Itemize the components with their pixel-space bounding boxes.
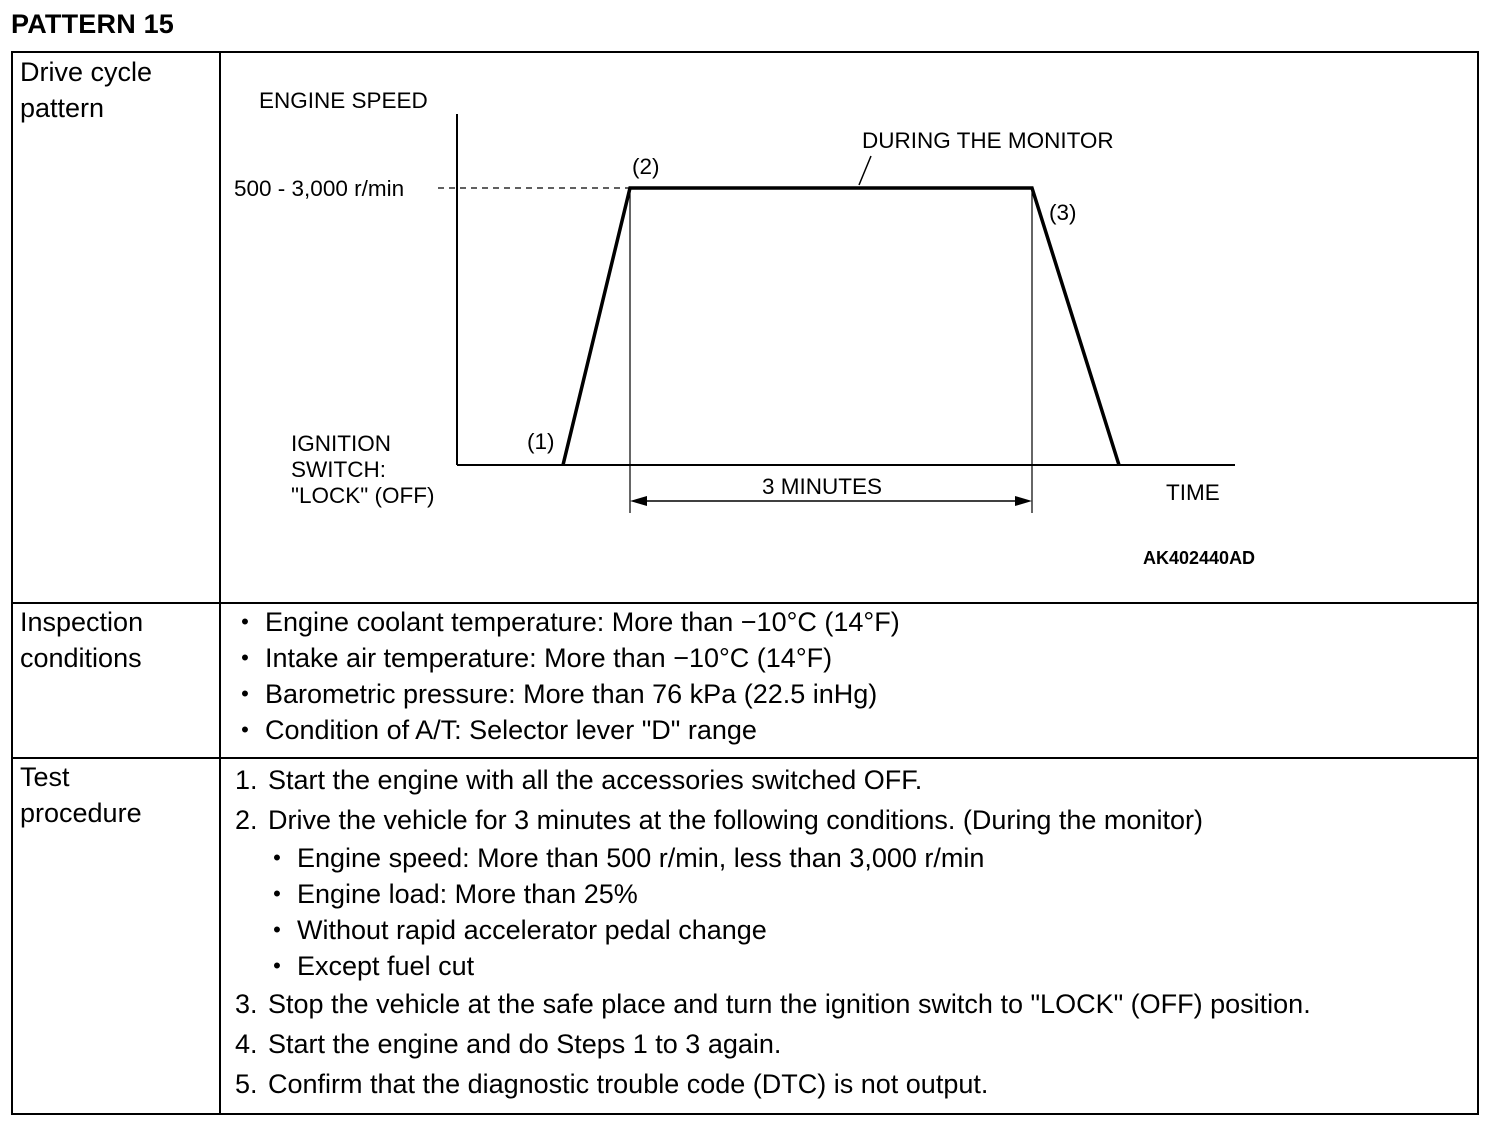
bullet-icon: • [241, 609, 249, 634]
step-2-conditions-list [235, 840, 1311, 984]
list-item: • Without rapid accelerator pedal change [267, 912, 1311, 948]
point-1-label: (1) [527, 429, 555, 454]
inspection-conditions-list [235, 604, 900, 748]
bullet-icon: • [241, 717, 249, 742]
bullet-icon: • [241, 681, 249, 706]
test-procedure-content [235, 760, 1311, 1104]
x-axis-label: TIME [1166, 480, 1220, 505]
ignition-label-line-2: SWITCH: [291, 457, 386, 482]
monitor-leader-line [859, 156, 871, 185]
pattern-table [11, 51, 1479, 1115]
speed-range-label: 500 - 3,000 r/min [234, 176, 405, 201]
list-item: • Intake air temperature: More than −10°C (14°F) [235, 640, 900, 676]
page-title: PATTERN 15 [11, 9, 175, 39]
list-item: • Engine coolant temperature: More than −10°C (14°F) [235, 604, 900, 640]
test-procedure-steps [235, 760, 1311, 1104]
point-2-label: (2) [632, 154, 660, 179]
procedure-step: 4. Start the engine and do Steps 1 to 3 again. [235, 1029, 782, 1059]
bullet-icon: • [273, 917, 281, 942]
bullet-icon: • [241, 645, 249, 670]
bullet-icon: • [273, 881, 281, 906]
figure-code: AK402440AD [1143, 548, 1256, 568]
point-3-label: (3) [1049, 200, 1077, 225]
procedure-step: 3. Stop the vehicle at the safe place and turn the ignition switch to "LOCK" (OFF) position. [235, 989, 1311, 1019]
drive-cycle-diagram [13, 53, 1477, 601]
duration-arrow-right-head [1015, 496, 1032, 506]
procedure-step: 5. Confirm that the diagnostic trouble code (DTC) is not output. [235, 1069, 989, 1099]
test-procedure-label: Test procedure [20, 762, 142, 828]
procedure-step: 2. Drive the vehicle for 3 minutes at the following conditions. (During the monitor) • Engine speed: More than 500 r/min, less than 3,000 r/min • Engine load: More than 25% • Without rapid accelerator pedal change • Except fuel cut [235, 800, 1311, 984]
list-item: • Except fuel cut [267, 948, 1311, 984]
monitor-label: DURING THE MONITOR [862, 128, 1114, 153]
list-item: • Engine load: More than 25% [267, 876, 1311, 912]
duration-label: 3 MINUTES [762, 474, 883, 499]
row-divider-2 [13, 757, 1477, 759]
speed-profile-line [563, 188, 1119, 465]
y-axis-label: ENGINE SPEED [259, 88, 428, 113]
list-item: • Engine speed: More than 500 r/min, less than 3,000 r/min [267, 840, 1311, 876]
list-item: • Barometric pressure: More than 76 kPa (22.5 inHg) [235, 676, 900, 712]
inspection-conditions-content [235, 604, 900, 748]
drive-cycle-label: Drive cycle pattern [20, 57, 153, 123]
ignition-label-line-1: IGNITION [291, 431, 391, 456]
bullet-icon: • [273, 953, 281, 978]
duration-arrow-left-head [630, 496, 647, 506]
bullet-icon: • [273, 845, 281, 870]
procedure-step: 1. Start the engine with all the accessories switched OFF. [235, 765, 923, 795]
list-item: • Condition of A/T: Selector lever "D" range [235, 712, 900, 748]
inspection-conditions-label: Inspection conditions [20, 607, 144, 673]
ignition-label-line-3: "LOCK" (OFF) [291, 483, 435, 508]
